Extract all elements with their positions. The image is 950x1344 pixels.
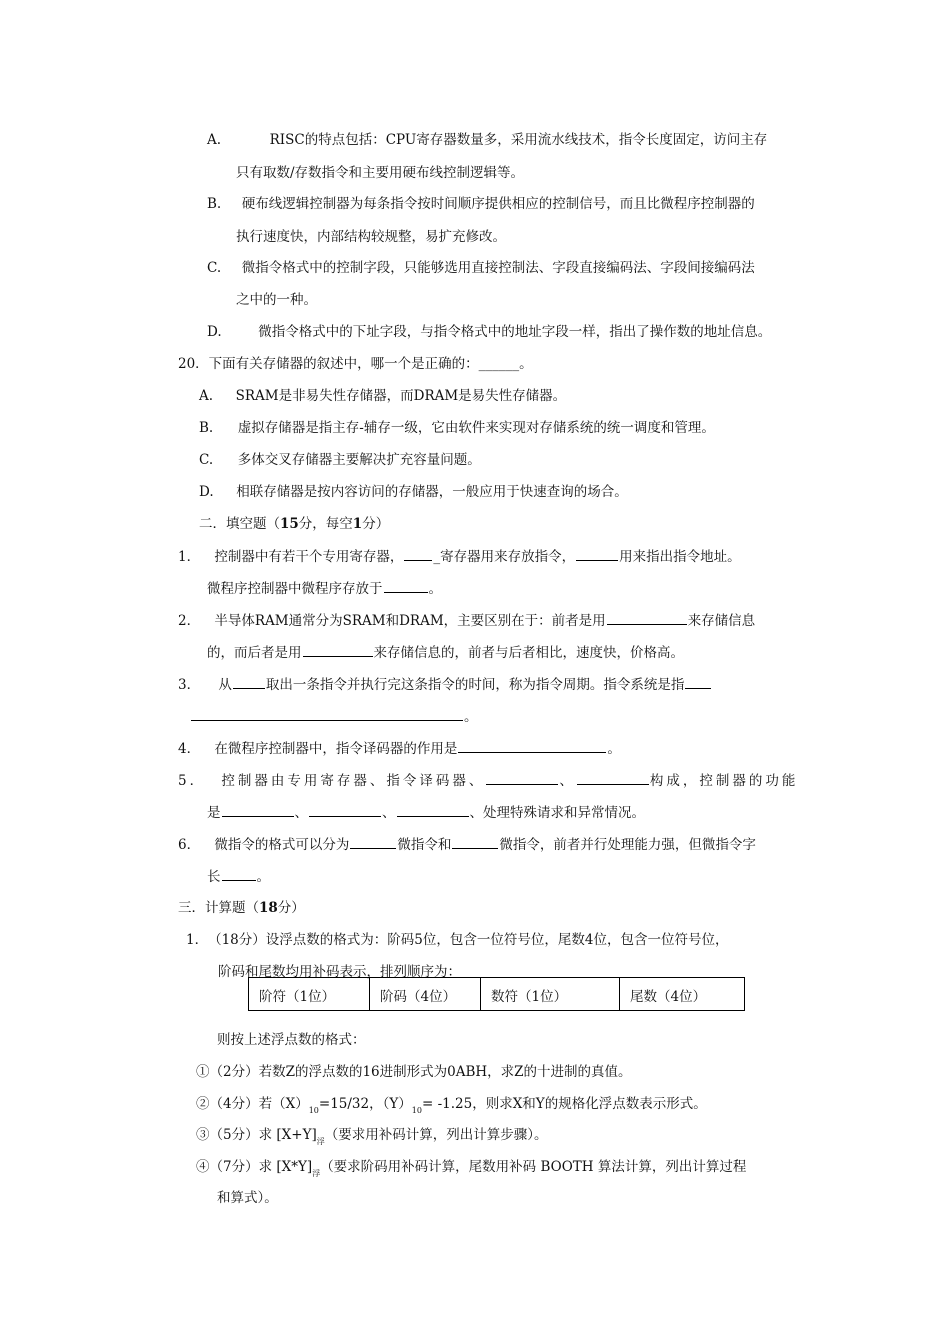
calc-heading-points: 18 <box>259 900 278 916</box>
fill-q5-text-2: 、 <box>559 773 576 789</box>
fill-q3-text: 从 <box>218 677 232 693</box>
fill-q4-text: 在微程序控制器中，指令译码器的作用是 <box>214 741 458 757</box>
calc-heading <box>178 899 305 917</box>
q19-b-cont: 执行速度快，内部结构较规整，易扩充修改。 <box>236 229 506 245</box>
fill-q4-text-2: 。 <box>607 741 621 757</box>
q19-option-b <box>207 195 755 213</box>
answer-blank[interactable] <box>607 611 687 625</box>
answer-blank[interactable] <box>309 803 381 817</box>
q19-option-a <box>207 131 767 149</box>
q19-a-text: RISC的特点包括：CPU寄存器数量多，采用流水线技术，指令长度固定，访问主存 <box>269 132 768 148</box>
q19-b-letter: B. <box>207 196 222 212</box>
q19-d-letter: D. <box>207 324 222 340</box>
fill-q2-text-2: 来存储信息 <box>687 613 756 629</box>
answer-blank[interactable] <box>452 835 498 849</box>
fill-q5-text-7: 、处理特殊请求和异常情况。 <box>469 805 645 821</box>
fill-q5-text-4: 是 <box>207 805 221 821</box>
fill-heading-text: 二．填空题（ <box>199 516 280 532</box>
q20-d-text: 相联存储器是按内容访问的存储器，一般应用于快速查询的场合。 <box>236 484 628 500</box>
answer-blank[interactable] <box>222 867 256 881</box>
fill-q3-num: 3． <box>178 677 201 693</box>
q19-a-cont: 只有取数/存数指令和主要用硬布线控制逻辑等。 <box>236 165 525 181</box>
fill-q1-text-4: 微程序控制器中微程序存放于 <box>207 581 383 597</box>
fill-q2-text-3: 的，而后者是用 <box>207 645 302 661</box>
answer-blank[interactable] <box>576 547 618 561</box>
fill-q6-text-4: 长 <box>207 869 221 885</box>
q19-a-letter: A. <box>207 132 222 148</box>
fill-q5-text-3: 构成，控制器的功能 <box>649 773 799 789</box>
calc-q1-stem: 1． （18分）设浮点数的格式为：阶码5位，包含一位符号位，尾数4位，包含一位符号位， <box>186 932 729 948</box>
table-cell-exp-sign: 阶符（1位） <box>249 978 370 1011</box>
fill-q1 <box>178 547 741 566</box>
q19-option-d <box>207 323 771 341</box>
fill-heading-each: 1 <box>352 516 363 532</box>
q20-c-text: 多体交叉存储器主要解决扩充容量问题。 <box>237 452 481 468</box>
answer-blank[interactable] <box>191 707 463 721</box>
fill-q6 <box>178 835 756 854</box>
calc-heading-text: 三．计算题（ <box>178 900 259 916</box>
fill-q6-text: 微指令的格式可以分为 <box>214 837 350 853</box>
q20-b-text: 虚拟存储器是指主存-辅存一级，它由软件来实现对存储系统的统一调度和管理。 <box>237 420 715 436</box>
q20-a-letter: A. <box>199 388 214 404</box>
q20-option-b <box>199 419 715 437</box>
fill-q1-cont <box>207 579 442 598</box>
fill-q3-text-2: 取出一条指令并执行完这条指令的时间，称为指令周期。指令系统是指 <box>265 677 685 693</box>
q19-c-letter: C. <box>207 260 222 276</box>
fill-q2-num: 2． <box>178 613 201 629</box>
q19-option-c <box>207 259 755 277</box>
answer-blank[interactable] <box>458 739 606 753</box>
calc-sub4-text-2: （要求阶码用补码计算，尾数用补码 BOOTH 算法计算，列出计算过程 <box>320 1159 747 1175</box>
calc-intro: 则按上述浮点数的格式： <box>217 1032 366 1048</box>
q20-option-d <box>199 483 628 501</box>
fill-q2-cont <box>207 643 684 662</box>
calc-heading-text-2: 分） <box>277 900 305 916</box>
answer-blank[interactable] <box>233 675 265 689</box>
answer-blank[interactable] <box>303 643 373 657</box>
q20-d-letter: D. <box>199 484 214 500</box>
fill-q6-text-2: 微指令和 <box>397 837 452 853</box>
fill-q5-num: 5． <box>178 773 207 789</box>
q20-option-c <box>199 451 481 469</box>
fill-q3 <box>178 675 712 694</box>
calc-sub3-text-2: （要求用补码计算，列出计算步骤）。 <box>324 1127 548 1143</box>
fill-q2-text-4: 来存储信息的，前者与后者相比，速度快，价格高。 <box>373 645 684 661</box>
calc-sub3 <box>196 1126 548 1151</box>
fill-q2 <box>178 611 755 630</box>
fill-q6-cont <box>207 867 270 886</box>
fill-q2-text: 半导体RAM通常分为SRAM和DRAM，主要区别在于：前者是用 <box>214 613 606 629</box>
float-format-table <box>248 977 745 1011</box>
calc-sub2-text-2: =15/32，（Y） <box>318 1096 412 1112</box>
answer-blank[interactable] <box>397 803 469 817</box>
fill-q1-text: 控制器中有若干个专用寄存器， <box>214 549 404 565</box>
table-row <box>249 978 745 1011</box>
fill-q4-num: 4． <box>178 741 201 757</box>
fill-heading-text-3: 分） <box>362 516 390 532</box>
answer-blank[interactable] <box>486 771 558 785</box>
q19-c-text: 微指令格式中的控制字段，只能够选用直接控制法、字段直接编码法、字段间接编码法 <box>241 260 755 276</box>
calc-sub2 <box>196 1095 707 1120</box>
calc-sub2-text: ②（4分）若（X） <box>196 1096 309 1112</box>
fill-q1-num: 1． <box>178 549 201 565</box>
q20-c-letter: C. <box>199 452 214 468</box>
fill-heading-points: 15 <box>280 516 299 532</box>
answer-blank[interactable] <box>577 771 649 785</box>
fill-q5-cont <box>207 803 645 822</box>
q20-a-text: SRAM是非易失性存储器，而DRAM是易失性存储器。 <box>235 388 567 404</box>
fill-q5 <box>178 771 798 790</box>
answer-blank[interactable] <box>685 675 711 689</box>
subscript: 浮 <box>316 1137 325 1146</box>
subscript: 10 <box>308 1106 319 1115</box>
subscript: 浮 <box>312 1169 321 1178</box>
fill-q1-text-3: 用来指出指令地址。 <box>619 549 741 565</box>
calc-sub4-text: ④（7分）求 [X*Y] <box>196 1159 313 1175</box>
calc-q1-cont: 阶码和尾数均用补码表示，排列顺序为： <box>218 964 461 980</box>
q19-d-text: 微指令格式中的下址字段，与指令格式中的地址字段一样，指出了操作数的地址信息。 <box>258 324 772 340</box>
subscript: 10 <box>411 1106 422 1115</box>
fill-q1-text-5: 。 <box>428 581 442 597</box>
answer-blank[interactable] <box>222 803 294 817</box>
fill-q5-text: 控制器由专用寄存器、指令译码器、 <box>221 773 486 789</box>
calc-sub4 <box>196 1158 746 1183</box>
answer-blank[interactable] <box>384 579 428 593</box>
answer-blank[interactable] <box>404 547 432 561</box>
fill-q5-text-5: 、 <box>294 805 308 821</box>
fill-q4 <box>178 739 621 758</box>
fill-q6-num: 6． <box>178 837 201 853</box>
calc-sub2-text-3: = -1.25，则求X和Y的规格化浮点数表示形式。 <box>421 1096 707 1112</box>
calc-sub3-text: ③（5分）求 [X+Y] <box>196 1127 317 1143</box>
fill-q6-text-3: 微指令，前者并行处理能力强，但微指令字 <box>499 837 756 853</box>
q20-b-letter: B. <box>199 420 214 436</box>
calc-sub1: ①（2分）若数Z的浮点数的16进制形式为0ABH，求Z的十进制的真值。 <box>196 1064 632 1080</box>
fill-q1-text-2: _寄存器用来存放指令， <box>433 549 576 565</box>
q19-b-text: 硬布线逻辑控制器为每条指令按时间顺序提供相应的控制信号，而且比微程序控制器的 <box>241 196 755 212</box>
q20-stem: 20．下面有关存储器的叙述中，哪一个是正确的：______。 <box>178 356 533 372</box>
table-cell-exponent: 阶码（4位） <box>370 978 481 1011</box>
q19-c-cont: 之中的一种。 <box>236 292 317 308</box>
fill-q3-text-3: 。 <box>464 709 478 725</box>
answer-blank[interactable] <box>350 835 396 849</box>
fill-q6-text-5: 。 <box>256 869 270 885</box>
fill-q5-text-6: 、 <box>382 805 396 821</box>
q20-option-a <box>199 387 566 405</box>
fill-heading <box>199 515 389 533</box>
calc-sub4-cont: 和算式）。 <box>217 1190 278 1206</box>
table-cell-mantissa-sign: 数符（1位） <box>481 978 620 1011</box>
fill-q3-cont <box>190 707 478 726</box>
table-cell-mantissa: 尾数（4位） <box>620 978 745 1011</box>
fill-heading-text-2: 分，每空 <box>298 516 353 532</box>
